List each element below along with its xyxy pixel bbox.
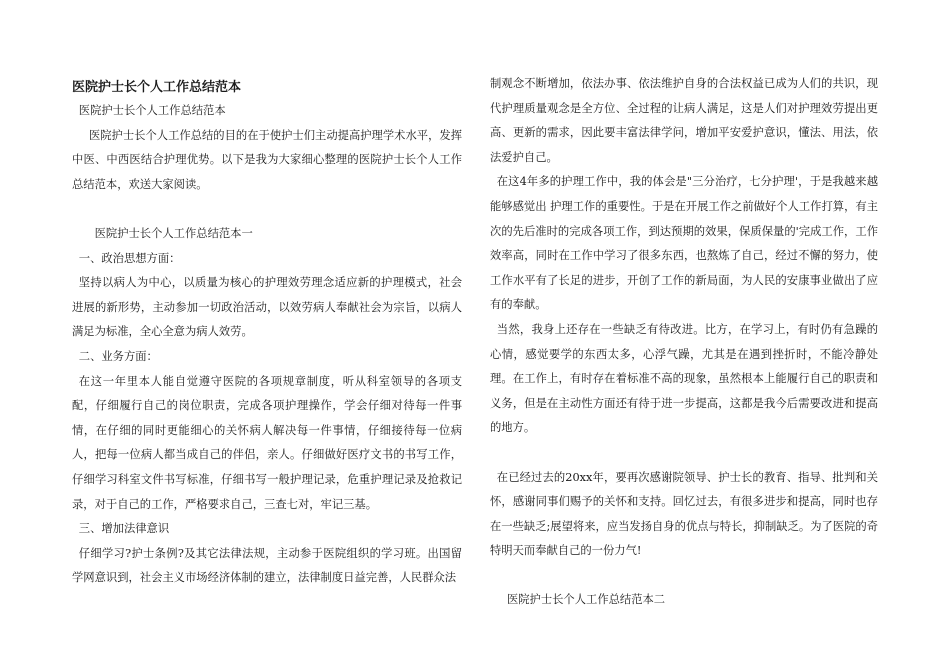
- heading-politics: 一、政治思想方面：: [78, 251, 181, 265]
- heading-business: 二、业务方面：: [78, 349, 158, 363]
- politics-paragraph: 坚持以病人为中心，以质量为核心的护理效劳理念适应新的护理模式，社会进展的新形势，主动参加一切政治活动，以效劳病人奉献社会为宗旨，以病人满足为标准，全心全意为病人效劳。: [72, 276, 462, 339]
- blank-line: [72, 197, 462, 222]
- section-one-title: 医院护士长个人工作总结范本一: [94, 226, 253, 240]
- business-paragraph: 在这一年里本人能自觉遵守医院的各项规章制度，听从科室领导的各项支配，仔细履行自己的岗位职责，完成各项护理操作，学会仔细对待每一件事情，在仔细的同时更能细心的关怀病人解决每一件事情，仔细接待每一位病人，把每一位病人都当成自己的伴侣，亲人。仔细做好医疗文书的书写工作，仔细学习科室文件书写标准，仔细书写一般护理记录，危重护理记录及抢救记录，对于自己的工作，严格要求自己，三查七对，牢记三基。: [72, 374, 462, 511]
- blank-line: [490, 441, 878, 466]
- heading-law: 三、增加法律意识: [78, 522, 170, 536]
- section-two-title: 医院护士长个人工作总结范本二: [506, 593, 666, 607]
- law-paragraph-start: 仔细学习?护士条例?及其它法律法规，主动参于医院组织的学习班。出国留学网意识到，社会主义市场经济体制的建立，法律制度日益完善，人民群众法: [72, 546, 462, 585]
- blank-line: [490, 564, 878, 589]
- left-column: [72, 72, 462, 591]
- shortcomings-paragraph: 当然，我身上还存在一些缺乏有待改进。比方，在学习上，有时仍有急躁的心情，感觉要学的东西太多，心浮气躁，尤其是在遇到挫折时，不能冷静处理。在工作上，有时存在着标准不高的现象，虽然根本上能履行自己的职责和义务，但是在主动性方面还有待于进一步提高，这都是我今后需要改进和提高的地方。: [490, 322, 878, 435]
- document-subtitle: 医院护士长个人工作总结范本: [78, 104, 226, 117]
- gratitude-paragraph: 在已经过去的20xx年，要再次感谢院领导、护士长的教育、指导、批判和关怀，感谢同事们赐予的关怀和支持。回忆过去，有很多进步和提高，同时也存在一些缺乏;展望将来，应当发扬自身的优点与特长，抑制缺乏。为了医院的奇特明天而奉献自己的一份力气!: [490, 470, 878, 558]
- document-title: 医院护士长个人工作总结范本: [72, 80, 242, 95]
- right-column: [490, 72, 878, 613]
- experience-paragraph: 在这4年多的护理工作中，我的体会是"三分治疗，七分护理'，于是我越来越能够感觉出 护理工作的重要性。于是在开展工作之前做好个人工作打算，有主次的先后准时的完成各项工作，到达预期的效果，保质保量的'完成工作，工作效率高，同时在工作中学习了很多东西，也熬炼了自己，经过不懈的努力，使工作水平有了长足的进步，开创了工作的新局面，为人民的安康事业做出了应有的奉献。: [490, 175, 878, 312]
- law-paragraph-continued: 制观念不断增加，依法办事、依法维护自身的合法权益已成为人们的共识，现代护理质量观念是全方位、全过程的让病人满足，这是人们对护理效劳提出更高、更新的需求，因此要丰富法律学问，增加平安爱护意识，懂法、用法，依法爱护自己。: [490, 77, 878, 164]
- intro-paragraph: 医院护士长个人工作总结的目的在于使护士们主动提高护理学术水平，发挥中医、中西医结合护理优势。以下是我为大家细心整理的医院护士长个人工作总结范本，欢送大家阅读。: [72, 128, 462, 191]
